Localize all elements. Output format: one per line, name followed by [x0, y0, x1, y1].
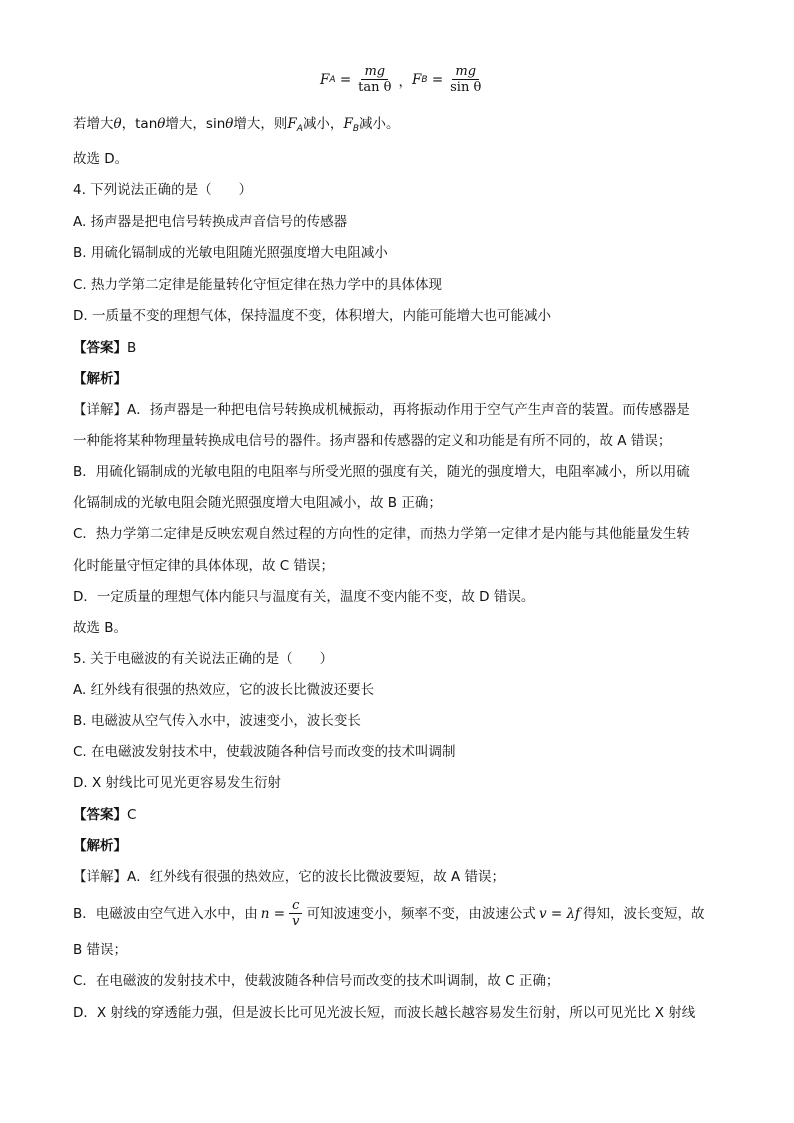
choose-d: 故选 D。 [73, 151, 129, 167]
q5-analysis-tag: 【解析】 [73, 838, 127, 854]
q4-analysis-tag: 【解析】 [73, 371, 127, 387]
fb-fraction [447, 64, 484, 96]
n-equation: n = [260, 906, 286, 922]
q5-option-c: C. 在电磁波发射技术中，使载波随各种信号而改变的技术叫调制 [73, 744, 456, 760]
fa-symbol: F [320, 72, 330, 88]
q4-detail-2: 一种能将某种物理量转换成电信号的器件。扬声器和传感器的定义和功能是有所不同的，故 A 错误； [73, 433, 672, 449]
q5-answer: 【答案】C [73, 807, 137, 823]
fb-symbol: F [411, 72, 422, 88]
q5-option-d: D. X 射线比可见光更容易发生衍射 [73, 775, 282, 791]
fa-fraction [355, 64, 394, 96]
q5-detail-4: C．在电磁波的发射技术中，使载波随各种信号而改变的技术叫调制，故 C 正确； [73, 973, 560, 989]
q5-option-a: A. 红外线有很强的热效应，它的波长比微波还要长 [73, 682, 375, 698]
q5-option-b: B. 电磁波从空气传入水中，波速变小，波长变长 [73, 713, 361, 729]
q4-detail-4: 化镉制成的光敏电阻会随光照强度增大电阻减小，故 B 正确； [73, 495, 442, 511]
fb-subscript: B [421, 75, 428, 85]
wave-speed-formula: v = λf [538, 906, 581, 922]
fa-numerator: mg [361, 64, 388, 80]
fa-denominator: tan θ [358, 80, 392, 95]
q4-option-c: C. 热力学第二定律是能量转化守恒定律在热力学中的具体体现 [73, 277, 443, 293]
q4-option-a: A. 扬声器是把电信号转换成声音信号的传感器 [73, 214, 348, 230]
formula-separator: ， [398, 74, 412, 90]
formula-force: F A = $\frac{mg}{\text{tan θ}}$ ， F B = $\frac{mg}{\text{sin θ}}$ [320, 64, 488, 96]
c-over-v-fraction: $\frac{c}{v}$ [289, 898, 302, 930]
q4-detail-6: 化时能量守恒定律的具体体现，故 C 错误； [73, 558, 335, 574]
fa-subscript: A [329, 75, 336, 85]
theta-conclusion: 若增大θ，tanθ增大，sinθ增大，则$F_A$减小，$F_B$减小。 [73, 116, 400, 134]
q5-detail-3: B 错误； [73, 942, 128, 958]
fb-numerator: mg [452, 64, 479, 80]
q5-detail-5: D．X 射线的穿透能力强，但是波长比可见光波长短，而波长越长越容易发生衍射，所以可见光比 X 射线 [73, 1005, 696, 1021]
q5-stem: 5. 关于电磁波的有关说法正确的是（ ） [73, 651, 334, 667]
q4-choose: 故选 B。 [73, 620, 128, 636]
q4-stem: 4. 下列说法正确的是（ ） [73, 182, 253, 198]
q4-detail-1: 【详解】A．扬声器是一种把电信号转换成机械振动，再将振动作用于空气产生声音的装置。而传感器是 [73, 402, 690, 418]
q4-detail-7: D．一定质量的理想气体内能只与温度有关，温度不变内能不变，故 D 错误。 [73, 589, 535, 605]
fb-denominator: sin θ [450, 80, 482, 95]
q5-detail-1: 【详解】A．红外线有很强的热效应，它的波长比微波要短，故 A 错误； [73, 869, 506, 885]
q4-answer: 【答案】B [73, 340, 137, 356]
q4-option-d: D. 一质量不变的理想气体，保持温度不变，体积增大，内能可能增大也可能减小 [73, 308, 551, 324]
q4-option-b: B. 用硫化镉制成的光敏电阻随光照强度增大电阻减小 [73, 245, 388, 261]
q4-detail-5: C．热力学第二定律是反映宏观自然过程的方向性的定律，而热力学第一定律才是内能与其他能量发生转 [73, 526, 690, 542]
q5-detail-2: B．电磁波由空气进入水中，由 n = $\frac{c}{v}$ 可知波速变小，频率不变，由波速公式 v = λf 得知，波长变短，故 [73, 898, 705, 929]
q4-detail-3: B．用硫化镉制成的光敏电阻的电阻率与所受光照的强度有关，随光的强度增大，电阻率减小，所以用硫 [73, 464, 690, 480]
